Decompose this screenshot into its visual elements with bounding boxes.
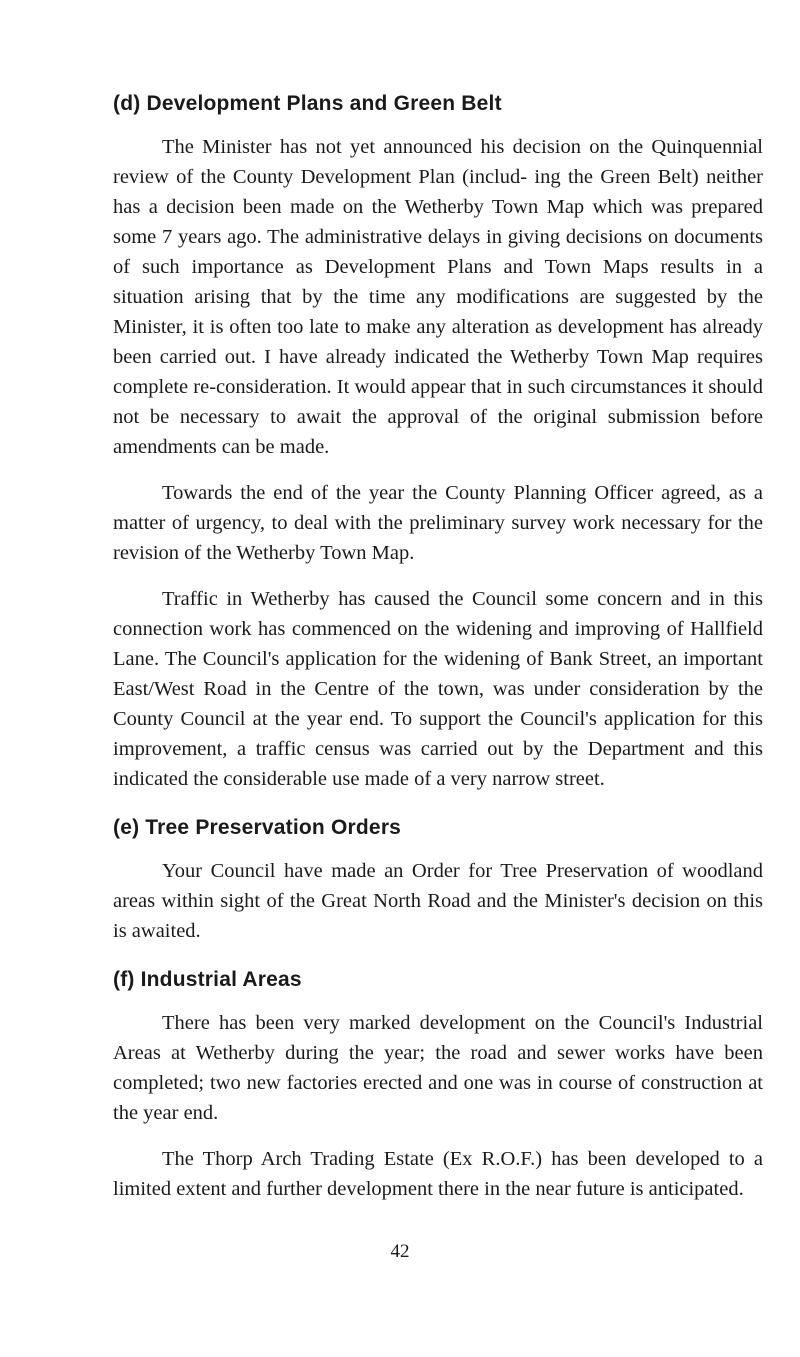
paragraph: Your Council have made an Order for Tree Preservation of woodland areas within sight of the Great North Road and the Minister's decision on this is awaited. <box>113 860 763 942</box>
paragraph: The Minister has not yet announced his decision on the Quinquennial review of the County Development Plan (includ- ing the Green Belt) neither has a decision been made on the Wetherby Town Map which was prepared some 7 years ago. The administrative delays in giving decisions on documents of such importance as Development Plans and Town Maps results in a situation arising that by the time any modifications are suggested by the Minister, it is often too late to make any alteration as development has already been carried out. I have already indicated the Wetherby Town Map requires complete re-consideration. It would appear that in such circumstances it should not be necessary to await the approval of the original submission before amendments can be made. <box>113 136 763 458</box>
document-page <box>113 90 763 1204</box>
paragraph: The Thorp Arch Trading Estate (Ex R.O.F.) has been developed to a limited extent and further development there in the near future is anticipated. <box>113 1148 763 1200</box>
paragraph: There has been very marked development on the Council's Industrial Areas at Wetherby during the year; the road and sewer works have been completed; two new factories erected and one was in course of construction at the year end. <box>113 1012 763 1124</box>
section-heading-development-plans: (d) Development Plans and Green Belt <box>113 92 502 115</box>
paragraph: Towards the end of the year the County Planning Officer agreed, as a matter of urgency, to deal with the preliminary survey work necessary for the revision of the Wetherby Town Map. <box>113 482 763 564</box>
page-number: 42 <box>390 1241 410 1262</box>
section-heading-industrial-areas: (f) Industrial Areas <box>113 968 302 991</box>
paragraph: Traffic in Wetherby has caused the Council some concern and in this connection work has commenced on the widening and improving of Hallfield Lane. The Council's application for the widening of Bank Street, an important East/West Road in the Centre of the town, was under consideration by the County Council at the year end. To support the Council's application for this improvement, a traffic census was carried out by the Department and this indicated the considerable use made of a very narrow street. <box>113 588 763 790</box>
section-heading-tree-preservation: (e) Tree Preservation Orders <box>113 816 402 839</box>
